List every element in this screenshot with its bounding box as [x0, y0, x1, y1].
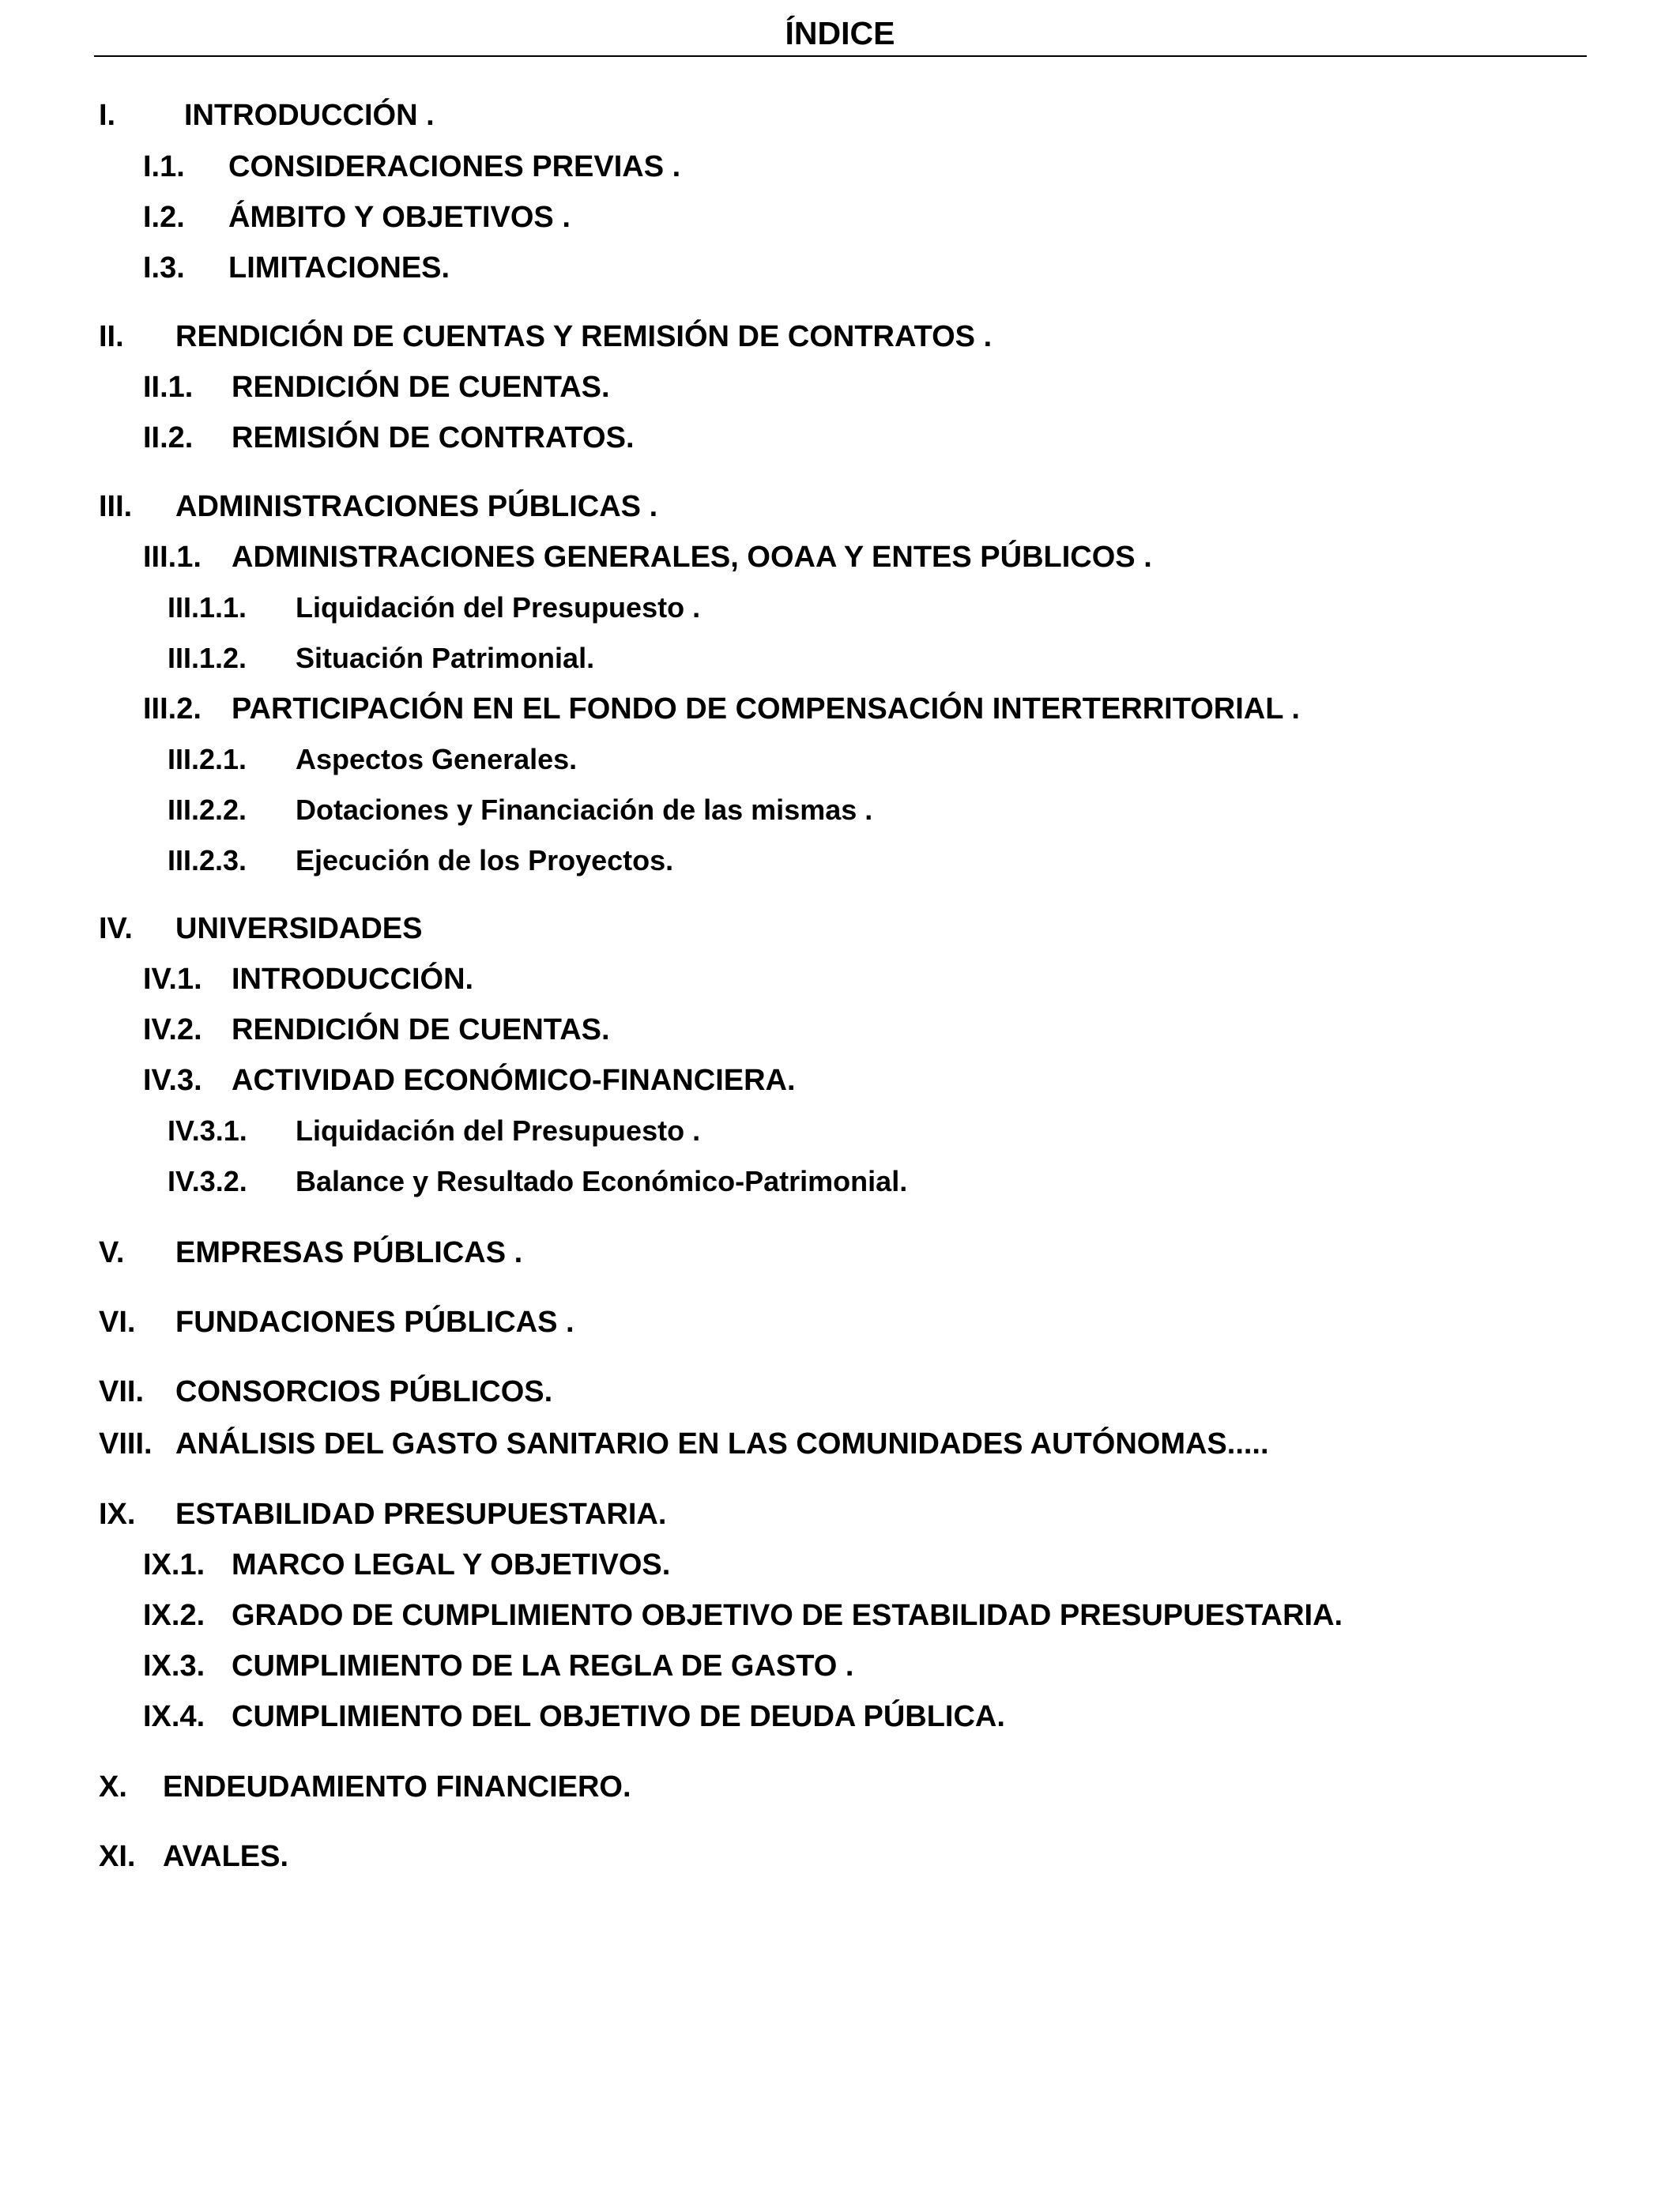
- toc-section-number: VI.: [99, 1306, 136, 1339]
- toc-section-number: X.: [99, 1770, 127, 1804]
- toc-subsection-number: III.1.: [143, 541, 202, 574]
- toc-section-number: IX.: [99, 1498, 136, 1531]
- toc-item-number: IV.3.2.: [168, 1165, 247, 1197]
- toc-section-title: UNIVERSIDADES: [175, 912, 423, 945]
- toc-section-title: FUNDACIONES PÚBLICAS .: [175, 1306, 574, 1339]
- toc-item-number: III.2.2.: [168, 794, 247, 826]
- toc-item-title: Balance y Resultado Económico-Patrimonial.: [296, 1165, 908, 1197]
- toc-subsection-number: IV.2.: [143, 1013, 202, 1046]
- toc-item-number: IV.3.1.: [168, 1114, 247, 1147]
- toc-subsection-title: PARTICIPACIÓN EN EL FONDO DE COMPENSACIÓN INTERTERRITORIAL .: [232, 692, 1300, 726]
- toc-subsection-number: II.1.: [143, 371, 194, 404]
- toc-item-title: Dotaciones y Financiación de las mismas .: [296, 794, 873, 826]
- toc-section-title: ADMINISTRACIONES PÚBLICAS .: [175, 490, 658, 523]
- toc-subsection-title: CUMPLIMIENTO DE LA REGLA DE GASTO .: [232, 1649, 854, 1683]
- toc-section-title: ANÁLISIS DEL GASTO SANITARIO EN LAS COMUNIDADES AUTÓNOMAS.....: [175, 1427, 1269, 1461]
- toc-section-title: EMPRESAS PÚBLICAS .: [175, 1236, 523, 1269]
- toc-item-title: Aspectos Generales.: [296, 743, 578, 775]
- toc-subsection-number: II.2.: [143, 421, 194, 454]
- toc-section-number: III.: [99, 490, 133, 523]
- toc-section-number: I.: [99, 99, 116, 132]
- toc-subsection-title: CUMPLIMIENTO DEL OBJETIVO DE DEUDA PÚBLICA.: [232, 1700, 1005, 1733]
- toc-subsection-number: I.1.: [143, 150, 185, 183]
- toc-section-number: XI.: [99, 1840, 136, 1873]
- toc-section-title: ENDEUDAMIENTO FINANCIERO.: [163, 1770, 631, 1804]
- toc-section-number: VII.: [99, 1375, 145, 1408]
- toc-subsection-title: GRADO DE CUMPLIMIENTO OBJETIVO DE ESTABILIDAD PRESUPUESTARIA.: [232, 1599, 1343, 1632]
- toc-section-title: ESTABILIDAD PRESUPUESTARIA.: [175, 1498, 667, 1531]
- toc-subsection-title: REMISIÓN DE CONTRATOS.: [232, 421, 635, 454]
- toc-section-title: INTRODUCCIÓN .: [184, 99, 435, 132]
- toc-subsection-number: I.2.: [143, 201, 185, 234]
- toc-item-title: Situación Patrimonial.: [296, 642, 595, 674]
- toc-item-number: III.2.3.: [168, 844, 247, 876]
- toc-section-number: VIII.: [99, 1427, 153, 1461]
- toc-subsection-title: RENDICIÓN DE CUENTAS.: [232, 371, 610, 404]
- toc-subsection-title: ADMINISTRACIONES GENERALES, OOAA Y ENTES PÚBLICOS .: [232, 541, 1152, 574]
- toc-subsection-number: I.3.: [143, 251, 185, 285]
- toc-item-title: Ejecución de los Proyectos.: [296, 844, 674, 876]
- toc-subsection-title: ÁMBITO Y OBJETIVOS .: [228, 201, 571, 234]
- toc-item-number: III.2.1.: [168, 743, 247, 775]
- page-title: ÍNDICE: [785, 15, 895, 51]
- toc-subsection-number: III.2.: [143, 692, 202, 726]
- toc-subsection-title: ACTIVIDAD ECONÓMICO-FINANCIERA.: [232, 1064, 796, 1097]
- title-divider: [94, 55, 1587, 57]
- toc-section-number: II.: [99, 320, 124, 353]
- toc-subsection-title: INTRODUCCIÓN.: [232, 963, 474, 996]
- toc-item-number: III.1.1.: [168, 591, 247, 624]
- toc-section-number: IV.: [99, 912, 133, 945]
- toc-subsection-number: IX.1.: [143, 1548, 205, 1581]
- toc-section-title: AVALES.: [163, 1840, 289, 1873]
- toc-subsection-title: CONSIDERACIONES PREVIAS .: [228, 150, 681, 183]
- toc-subsection-number: IV.3.: [143, 1064, 202, 1097]
- toc-subsection-title: RENDICIÓN DE CUENTAS.: [232, 1013, 610, 1046]
- toc-subsection-title: LIMITACIONES.: [228, 251, 450, 285]
- toc-subsection-number: IV.1.: [143, 963, 202, 996]
- toc-item-number: III.1.2.: [168, 642, 247, 674]
- toc-subsection-number: IX.4.: [143, 1700, 205, 1733]
- toc-item-title: Liquidación del Presupuesto .: [296, 591, 701, 624]
- toc-section-title: RENDICIÓN DE CUENTAS Y REMISIÓN DE CONTRATOS .: [175, 320, 993, 353]
- toc-item-title: Liquidación del Presupuesto .: [296, 1114, 701, 1147]
- toc-section-title: CONSORCIOS PÚBLICOS.: [175, 1375, 553, 1408]
- toc-subsection-number: IX.2.: [143, 1599, 205, 1632]
- toc-section-number: V.: [99, 1236, 125, 1269]
- toc-subsection-number: IX.3.: [143, 1649, 205, 1683]
- toc-subsection-title: MARCO LEGAL Y OBJETIVOS.: [232, 1548, 671, 1581]
